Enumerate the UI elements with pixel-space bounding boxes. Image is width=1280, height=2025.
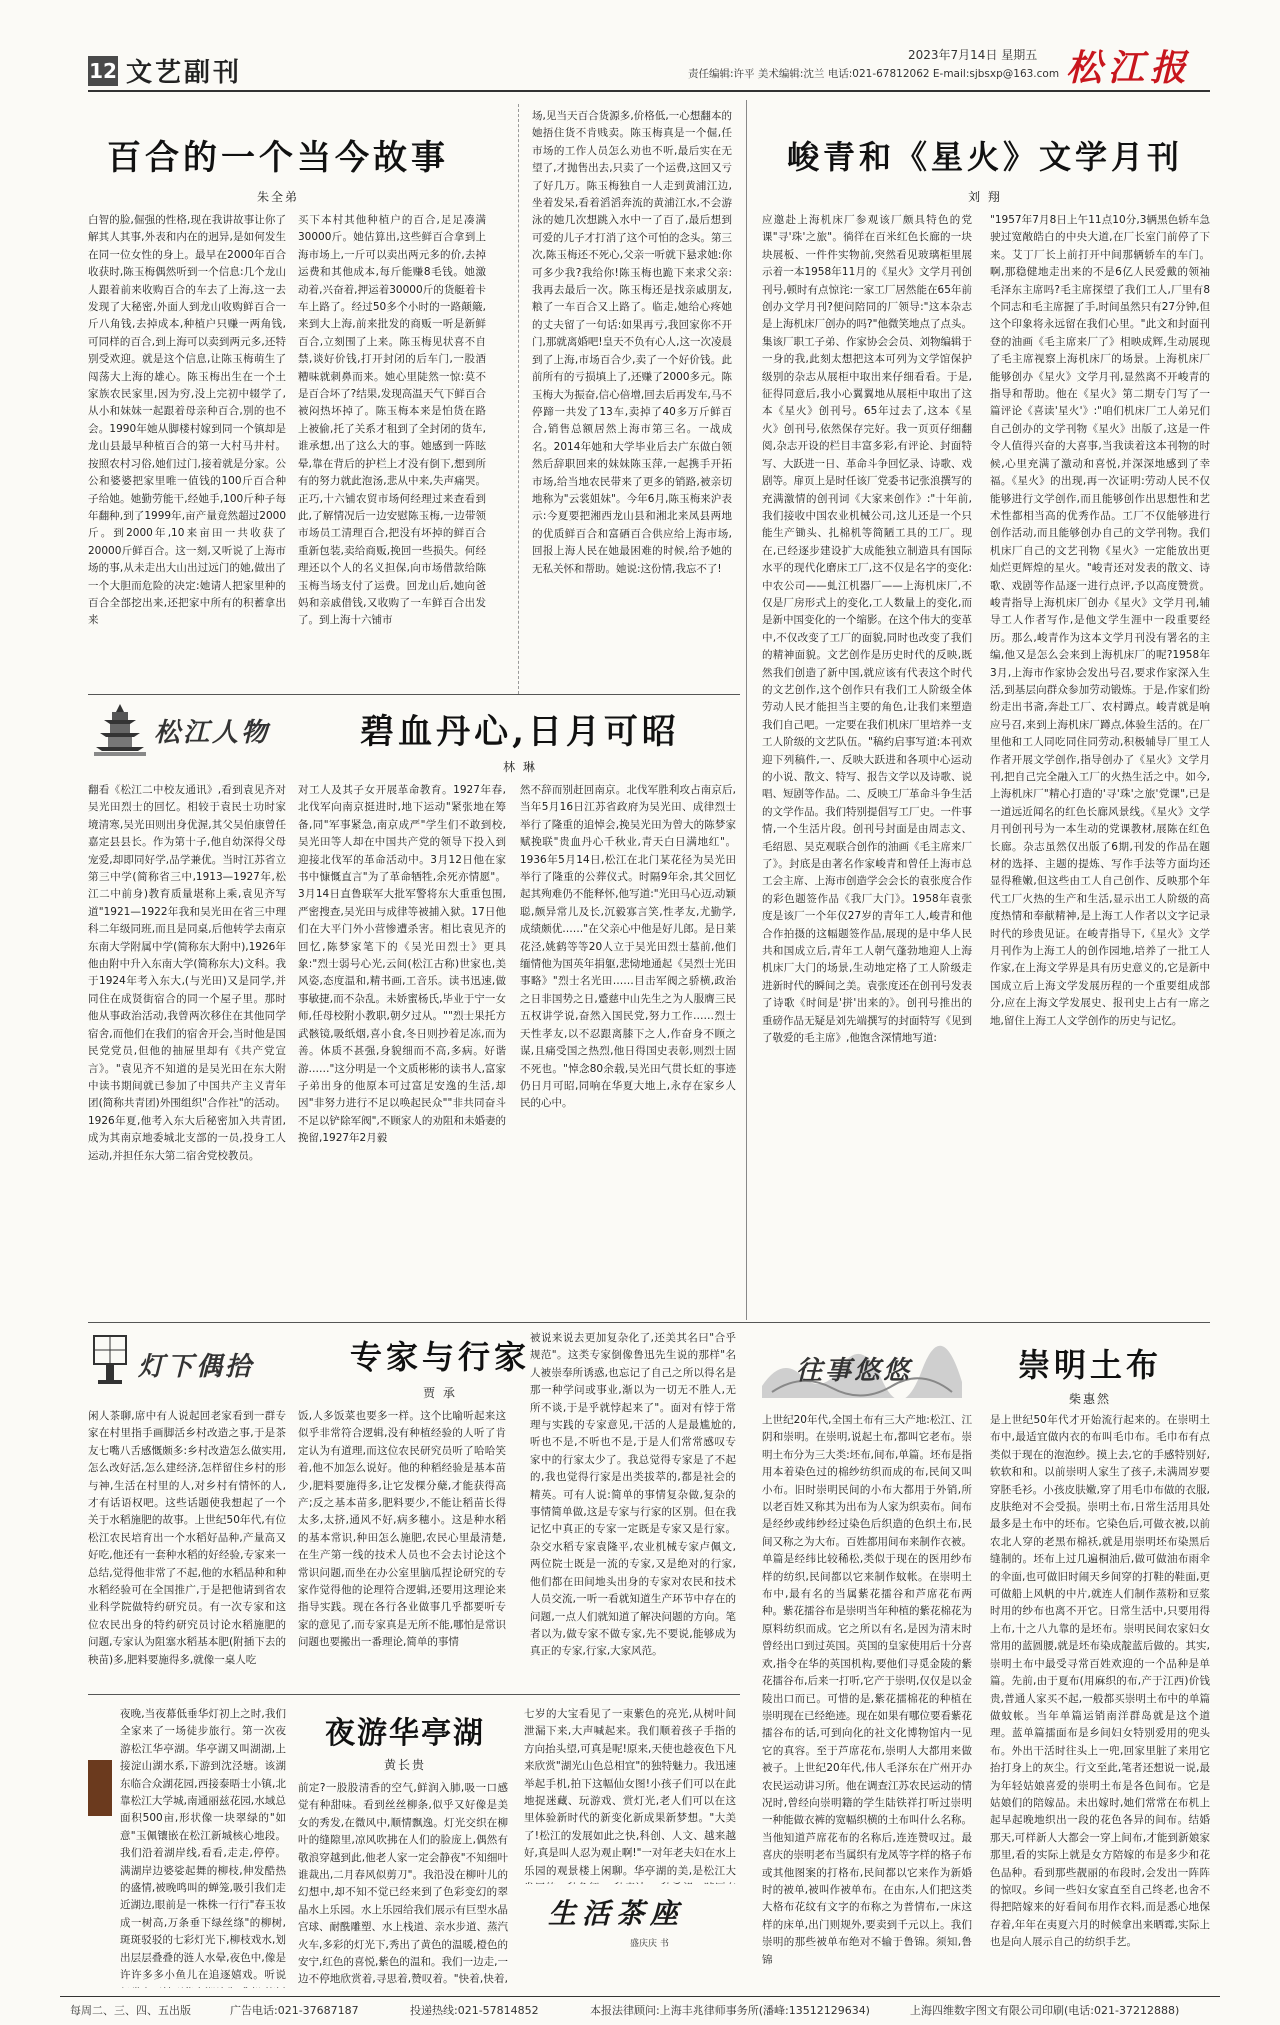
editors-line: 责任编辑:许平 美术编辑:沈兰 电话:021-67812062 E-mail:sjbsxp@163.com bbox=[688, 68, 1060, 80]
title-xinghuo: 峻青和《星火》文学月刊 bbox=[786, 138, 1183, 176]
text-zhuanjia-col1: 闲人茶聊,席中有人说起回老家看到一群专家在村里指手画脚活乡村改造之事,于是茶友七嘴八舌感慨颇多:乡村改造怎么做实用,怎么改好活,怎么建经济,怎样留住乡村的形与神,生活在村里的人,对乡村有情怀的人,才有话语权吧。这些话题使我想起了一个关于水稻施肥的故事。上世纪50年代,有位松江农民培育出一个水稻好品种,产量高又好吃,他还有一套种水稻的好经验,专家来一总结,觉得他非常了不起,他的水稻品种和种水稻经验可在全国推广,于是把他请到省农业科学院做特约研究员。有一次专家和这位农民出身的特约研究员讨论水稻施肥的问题,专家认为阻塞水稻基本肥(附插下去的秧苗)多,肥料要施得多,就像一桌人吃 bbox=[88, 1410, 286, 1666]
pagoda-icon bbox=[90, 700, 150, 760]
text-chongming-col2: 是上世纪50年代才开始流行起来的。在崇明土布中,最适宜做内衣的布叫毛巾布。毛巾布有点类似于现在的泡泡纱。摸上去,它的手感特别好,软软和和。以前崇明人家生了孩子,未满周岁要穿胚毛衫。小孩皮肤嫩,穿了用毛巾布做的衣服,皮肤绝对不会受损。崇明土布,日常生活用具处最多是土布中的坯布。它染色后,可做衣被,以前农北人穿的老黑布棉袄,就是用崇明坯布染黑后缝制的。坯布上过几遍桐油后,做可做油布雨伞的伞面,也可做旧时闹天乡间穿的打鞋的鞋面,更可做船上风帆的中片,就连人们制作蒸粉和豆浆时用的纱布也离不开它。日常生活中,只要用得上布,十之八九靠的是坯布。崇明民间农家妇女常用的蓝圆腰,就是坯布染成靛蓝后做的。其实,崇明土布中最受寻常百姓欢迎的一个品种是单篇。先前,由于夏布(用麻织的布,产于江西)价钱贵,普通人家买不起,一般都买崇明土布中的单篇做蚊帐。当年单篇运销南洋群岛就是这个道理。蓝单篇擂面布是乡间妇女特别爱用的兜头布。外出干活时往头上一兜,回家里脏了来用它抬打身上的灰尘。行文至此,笔者还想说一说,最为年轻姑娘喜爱的崇明土布是各色间布。它是姑娘们的陪嫁品。未出嫁时,她们常常在布机上起早起晚地织出一段的花色各异的间布。结婚那天,可样新人大都会一穿上间布,才能到新娘家那里,看的实际上就是女方陪嫁的布是多少和花色品种。看到那些靓丽的布段时,会发出一阵阵的惊叹。乡间一些妇女家直至自己终老,也舍不得把陪嫁来的好看间布用作衣料,而是悉心地保存着,年年在夷夏六月的时候拿出来晒霉,实际上也是向人展示自己的纺织手艺。 bbox=[990, 1414, 1210, 1949]
title-chongming: 崇明土布 bbox=[1017, 1346, 1162, 1384]
author-baihe: 朱全弟 bbox=[256, 190, 299, 204]
title-yeyou: 夜游华亭湖 bbox=[325, 1716, 485, 1751]
author-yeyou: 黄长贵 bbox=[383, 1758, 426, 1772]
text-xinghuo-col2: "1957年7月8日上午11点10分,3辆黑色轿车急驶过宽敞皓白的中央大道,在厂长室门前停了下来。艾丁厂长上前打开中间那辆轿车的车门。啊,那稳健地走出来的不是6亿人民爱戴的领袖毛泽东主席吗?毛主席探望了我们工人,厂里有8个同志和毛主席握了手,时间虽然只有27分钟,但这个印象将永远留在我们心里。"此文和封面刊登的油画《毛主席来厂了》相映成辉,生动展现了毛主席视察上海机床厂的场景。上海机床厂能够创办《星火》文学月刊,显然离不开峻青的指导和帮助。他在《星火》第二期专门写了一篇评论《喜读'星火'》:"咱们机床厂工人弟兄们自己创办的文学刊物《星火》出版了,这是一件令人值得兴奋的大喜事,当我读着这本刊物的时候,心里充满了激动和喜悦,并深深地感到了幸福。《星火》的出现,再一次证明:劳动人民不仅能够进行文学创作,而且能够创作出思想性和艺术性都相当高的优秀作品。工厂不仅能够进行创作活动,而且能够创办自己的文学刊物。我们机床厂自己的文艺刊物《星火》一定能放出更灿烂更辉煌的星火。"峻青还对发表的散文、诗歌、戏剧等作品逐一进行点评,予以高度赞赏。峻青指导上海机床厂创办《星火》文学月刊,辅导工人作者写作,是他文学生涯中一段重要经历。那么,峻青作为这本文学月刊没有署名的主编,他又是怎么会来到上海机床厂的呢?1958年3月,上海市作家协会发出号召,要求作家深入生活,到基层向群众参加劳动锻炼。于是,作家们纷纷走出书斋,奔赴工厂、农村蹲点。峻青就是响应号召,来到上海机床厂蹲点,体验生活的。在厂里他和工人同吃同住同劳动,积极辅导厂里工人作者开展文学创作,指导创办了《星火》文学月刊,把自己完全融入工厂的火热生活之中。如今,上海机床厂"精心打造的'寻'珠'之旅'党课",已是一道远近闻名的红色长廊风景线。《星火》文学月刊创刊号为一本生动的党课教材,展陈在红色长廊。杂志虽然仅出版了6期,刊发的作品在题材的选择、主题的提炼、写作手法等方面均还显得稚嫩,但这些由工人自己创作、反映那个年代工厂火热的生产和生活,显示出工人阶级的高度热情和奉献精神,是上海工人作者以文字记录时代的珍贵见证。在峻青指导下,《星火》文学月刊作为上海工人的创作园地,培养了一批工人作家,在上海文学界是具有历史意义的,它是新中国成立后上海文学发展历程的一个重要组成部分,应在上海文学发展史、报刊史上占有一席之地,留住上海工人文学创作的历史与记忆。 bbox=[990, 214, 1210, 1027]
column-logo-songjiang-renwu bbox=[90, 700, 280, 760]
title-zhuanjia: 专家与行家 bbox=[349, 1338, 530, 1376]
text-zhuanjia-col2: 饭,人多饭菜也要多一样。这个比喻听起来这似乎非常符合逻辑,没有种植经验的人听了肯定认为有道理,而这位农民研究员听了哈哈笑着,他不加怎么说好。他的种稻经验是基本苗少,肥料要施得多,让它发棵分蘖,才能获得高产;反之基本苗多,肥料要少,不能让稻苗长得太多,太挤,通风不好,病多穗小。这是种水稻的基本常识,种田怎么施肥,农民心里最清楚,在生产第一线的技术人员也不会去讨论这个常识问题,而坐在办公室里脑瓜捏论研究的专家作觉得他的论理符合逻辑,还要用这理论来指导实践。现在各行各业做事几乎都要听专家的意见了,而专家真是无所不能,哪怕是常识问题也要搬出一番理论,简单的事情 bbox=[298, 1410, 506, 1649]
title-bixue: 碧血丹心,日月可昭 bbox=[360, 712, 680, 752]
author-xinghuo: 刘 翔 bbox=[968, 190, 1002, 204]
text-xinghuo-col1: 应邀赴上海机床厂参观该厂颇具特色的党课"寻'珠'之旅"。徜徉在百米红色长廊的一块块展板、一件件实物前,突然看见玻璃柜里展示着一本1958年11月的《星火》文学月刊创刊号,顿时有点惊诧:一家工厂居然能在65年前创办文学月刊?便问陪同的厂领导:"这本杂志是上海机床厂创办的吗?"他微笑地点了点头。集该厂职工子弟、作家协会会员、刘物编辑于一身的我,此刻太想把这本可列为文学馆保护级别的杂志从展柜中取出来仔细看看。于是,征得同意后,我小心翼翼地从展柜中取出了这本《星火》创刊号。65年过去了,这本《星火》创刊号,依然保存完好。我一页页仔细翻阅,杂志开设的栏目丰富多彩,有评论、封面特写、大跃进一日、革命斗争回忆录、诗歌、戏剧等。扉页上是时任该厂党委书记张浪撰写的充满激情的创刊词《大家来创作》:"十年前,我们接收中国农业机械公司,这儿还是一个只能生产锄头、扎棉机等简陋工具的工厂。现在,已经逐步建设扩大成能独立制造具有国际水平的现代化磨床工厂,这不仅是名字的变化:中农公司——虬江机器厂——上海机床厂,不仅是厂房形式上的变化,工人数量上的变化,而是新中国变化的一个缩影。在这个伟大的变革中,不仅改变了工厂的面貌,同时也改变了我们的精神面貌。文艺创作是历史时代的反映,既然我们创造了新中国,就应该有代表这个时代的文艺创作,这个创作只有我们工人阶级全体劳动人民才能担当主要的角色,让我们来塑造我们自己吧。一定要在我们机床厂里培养一支工人阶级的文艺队伍。"稿约启事写道:本刊欢迎下列稿件,一、反映大跃进和各项中心运动的小说、散文、特写、报告文学以及诗歌、说唱、短剧等作品。二、反映工厂革命斗争生活的文学作品。我们特别提倡写工厂史。一件事情,一个生活片段。创刊号封面是由周志文、毛绍恩、吴克观联合创作的油画《毛主席来厂了》。封底是由著名作家峻青和曾任上海市总工会主席、上海市创造学会会长的袁张度合作的彩色题签作品《我厂大门》。1958年袁张度是该厂一个年仅27岁的青年工人,峻青和他合作拍摄的这幅题签作品,展现的是中华人民共和国成立后,青年工人朝气蓬勃地迎人上海机床厂大门的场景,生动地定格了工人阶级走进新时代的瞬间之美。袁张度还在创刊号发表了诗歌《时间是'拼'出来的》。创刊号推出的重磅作品无疑是刘先端撰写的封面特写《见到了敬爱的毛主席》,他饱含深情地写道: bbox=[762, 214, 972, 1045]
text-yeyou-col3: 七岁的大宝看见了一束紫色的亮光,从树叶间泄漏下来,大声喊起来。我们顺着孩子手指的方向抬头望,可真是呢!原来,天使也趁夜色下凡来欣赏"湖光山色总相宜"的独特魅力。我迅速举起手机,拍下这幅仙女图!小孩子们可以在此地捉迷藏、玩游戏、赏灯光,老人们可以在这里体验新时代的新变化新成果新梦想。"大美了!松江的发展如此之快,科创、人文、越来越好,真是叫人忍为观止啊!"一对年老夫妇在水上乐园的观景楼上闲聊。华亭湖的美,是松江大 bbox=[524, 1708, 736, 1877]
page-number: 12 bbox=[89, 59, 117, 83]
lamp-icon bbox=[90, 1332, 130, 1388]
brown-decor-block bbox=[88, 1760, 112, 1816]
author-chongming: 柴惠然 bbox=[1068, 1392, 1111, 1406]
footer-item-3: 投递热线:021-57814852 bbox=[410, 2004, 539, 2017]
text-baihe-col1: 白智的脸,倔强的性格,现在我讲故事让你了解其人其事,外表和内在的迥异,是如何发生在同一位女性的身上。最早在2000年百合收获时,陈玉梅偶然听到一个信息:几个龙山人跟着前来收购百合的车去了上海,这一去发现了大秘密,外面人到龙山收购鲜百合一斤八角钱,去掉成本,种植户只赚一两角钱,可同样的百合,到上海可以卖到两元多,还特别受欢迎。就是这个信息,让陈玉梅萌生了闯荡大上海的雄心。陈玉梅出生在一个土家族农民家里,因为穷,没上完初中辍学了,从小和妹妹一起跟着母亲种百合,别的也不会。1990年她从脚楼村嫁到同一个镇却是龙山县最早种植百合的第一大村马井村。按照农村习俗,她们过门,接着就是分家。公公和婆婆把家里唯一值钱的100斤百合种子给她。她勤劳能干,经她手,100斤种子每年翻种,到了1999年,亩产量竟然超过2000斤。到2000年,10来亩田一共收获了20000斤鲜百合。这一刻,又听说了上海市场的事,从未走出大山出过远门的她,做出了一个大胆而危险的决定:她请人把家里种的百合全部挖出来,还把家中所有的积蓄拿出来 bbox=[88, 214, 286, 627]
text-chongming-col1: 上世纪20年代,全国土布有三大产地:松江、江阴和崇明。在崇明,说起土布,都叫它老布。崇明土布分为三大类:坯布,间布,单篇。坯布是指用本着染色过的棉纱纺织而成的布,民间又叫小布。旧时崇明民间的小布大都用于外销,所以老百姓又称其为出布为人家为织卖布。间布是经纱或纬纱经过染色后织造的色织土布,民间又称之为大布。百姓都用间布来制作衣被。单篇是经纬比较稀松,类似于现在的医用纱布样的纺织,民间都以它来制作蚊帐。在崇明土布中,最有名的当属紫花擂谷和芦席花布两种。紫花擂谷布是崇明当年种植的紫花棉花为原料纺织而成。它之所以有名,是因为清末时曾经出口到过英国。英国的皇家使用后十分喜欢,指令在华的英国机构,要他们寻觅金陵的紫花擂谷布,后来一打听,它产于崇明,仅仅是以金陵出口而已。可惜的是,紫花擂棉花的种植在崇明现在已经绝迹。现在如果有哪位要看紫花擂谷布的话,可到向化的社文化博物馆内一见它的真容。至于芦席花布,崇明人大都用来做被子。上世纪20年代,伟人毛泽东在广州开办农民运动讲习所。他在调查江苏农民运动的情况时,曾经向崇明籍的学生陆铁祥打听过崇明一种能做衣裤的宽幅织横的土布叫什么名称。当他知道芦席花布的名称后,连连赞叹过。最喜庆的崇明老布当属织有龙凤等字样的格子布或其他图案的打格布,民间都以它来作为新婚时的被单,被叫作被单布。在由东,人们把这类大格布花纹有文字的布称之为普情布,一床这样的床单,出门则规外,要卖到千元以上。我们崇明的那些被单布绝对不输于鲁锦。须知,鲁锦 bbox=[762, 1414, 972, 1966]
text-bixue-col3: 然不辞而别赶回南京。北伐军胜利攻占南京后,当年5月16日江苏省政府为吴光田、成律烈士举行了隆重的追悼会,挽吴光田为曾大的陈梦家赋挽联"贵血丹心千秋业,青天白日满地红"。1936年5月14日,松江在北门某花径为吴光田举行了隆重的公葬仪式。时隔9年余,其父回忆起其殉难仍不能释怀,他写道:"光田马心迈,动颖聪,颇异常儿及长,沉毅寡言笑,性孝友,尤勤学,成绩颇优……"在父亲心中他是好儿郎。是日莱花泾,姚鹤等等20人立于吴光田烈士墓前,他们缅情他为国英年捐躯,悲恸地通起《吴烈士光田事略》"烈士名光田……目击军阀之骄横,政治之日非国势之日,蹙慈中山先生之为人服膺三民五权讲学说,奋然入国民党,努力工作……烈士天性孝友,以不忍跟离膝下之人,作奋身不顾之谋,且痛受国之热烈,他日得国史表彰,则烈士固不死也。"悼念80余载,吴光田气贯长虹的事迹仍日月可昭,同响在华夏大地上,永存在家乡人民的心中。 bbox=[520, 784, 736, 1110]
text-bixue-col2: 对工人及其子女开展革命教育。1927年春,北伐军向南京挺进时,地下运动"紧张地在筹备,同"军事紧急,南京成严"学生们不敢到校,吴光田等人却在中国共产党的领导下投入到迎接北伐军的革命活动中。3月12日他在家书中慷慨直言"为了革命牺牲,余死亦情愿"。3月14日直鲁联军大批军警将东大重重包围,严密搜查,吴光田与成律等被捕入狱。17日他们在大平门外小营惨遭杀害。相比袁见齐的回忆,陈梦家笔下的《吴光田烈士》更具象:"烈士弱号心光,云间(松江古称)世家也,美风姿,态度温和,精书画,工音乐。读书迅速,做事敏捷,而不杂乱。未娇蜜杨氏,毕业于宁一女师,任母校附小教职,朝夕过从。""烈士果托方武骸镜,吸纸烟,喜小食,冬日则抄着足冻,而为善。体质不甚强,身貌细而不高,多病。好谐游……"这分明是一个文质彬彬的读书人,富家子弟出身的他原本可过富足安逸的生活,却因"非努力进行不足以唤起民众""非共同奋斗不足以铲除军阀",不顾家人的劝阻和未婚妻的挽留,1927年2月毅 bbox=[298, 784, 506, 1145]
text-baihe-col2: 买下本村其他种植户的百合,足足凑满30000斤。她估算出,这些鲜百合拿到上海市场上,一斤可以卖出两元多的价,去掉运费和其他成本,每斤能赚8毛钱。她激动着,兴奋着,押运着30000斤的货艇着卡车上路了。经过50多个小时的一路颠簸,来到大上海,前来批发的商贩一听是新鲜百合,立刻围了上来。陈玉梅见状喜不自禁,谈好价钱,打开封闭的后车门,一股酒糟味就刺鼻而来。她心里陡然一惊:莫不是百合坏了?结果,发现高温天气下鲜百合被闷热坏掉了。陈玉梅本来是怕货在路上被偷,托了关系才租到了全封闭的货车,谁承想,出了这么大的事。她感到一阵眩晕,靠在背后的护栏上才没有倒下,想到所有的努力就此泡汤,悲从中来,失声痛哭。正巧,十六铺农贸市场何经理过来查看到此,了解情况后一边安慰陈玉梅,一边带领市场员工清理百合,把没有坏掉的鲜百合重新包装,卖给商贩,挽回一些损失。何经理还以个人的名义担保,向市场借款给陈玉梅当场支付了运费。回龙山后,她向爸妈和亲戚借钱,又收购了一车鲜百合出发了。到上海十六铺市 bbox=[298, 214, 486, 627]
column-title-wangshi: 往事悠悠 bbox=[796, 1356, 913, 1386]
date-line: 2023年7月14日 星期五 bbox=[908, 48, 1038, 62]
footer-item-2: 广告电话:021-37687187 bbox=[230, 2004, 359, 2017]
divider-v-baihe bbox=[518, 104, 519, 694]
author-zhuanjia: 贾 承 bbox=[423, 1386, 457, 1400]
column-title-dengxia: 灯下偶拾 bbox=[138, 1352, 255, 1382]
column-logo-dengxia bbox=[90, 1332, 290, 1392]
text-baihe-col3: 场,见当天百合货源多,价格低,一心想翻本的她捂住货不肯贱卖。陈玉梅真是一个倔,任市场的工作人员怎么劝也不听,最后实在无望了,才抛售出去,只卖了一个运费,这回又亏了好几万。陈玉梅独自一人走到黄浦江边,坐着发呆,看着滔滔奔流的黄浦江水,不会游泳的她几次想跳入水中一了百了,最后想到可爱的儿子才打消了这个可怕的念头。第三次,陈玉梅还不死心,父亲一听就下悬求她:你可多少我?我给你!陈玉梅也跪下来求父亲:我再去最后一次。陈玉梅还是找亲戚朋友,粮了一车百合又上路了。临走,她给心疼她的丈夫留了一句话:如果再亏,我回家你不开门,那就离婚吧!皇天不负有心人,这一次凌晨到了上海,市场百合少,卖了一个好价钱。此前所有的亏损填上了,还赚了2000多元。陈玉梅大为振奋,信心倍增,回去后再发车,马不停蹄一共发了13车,卖掉了40多万斤鲜百合,销售总额居然上海市第三名。一战成名。2014年她和大学毕业后去广东做白领然后辞职回来的妹妹陈玉萍,一起携手开拓市场,给当地农民带来了更多的销路,被亲切地称为"云裳姐妹"。今年6月,陈玉梅来沪表示:今夏要把湘西龙山县和湘北来凤县两地的优质鲜百合和富硒百合供应给上海市场,回报上海人民在她最困难的时候,给予她的无私关怀和帮助。她说:这份情,我忘不了! bbox=[532, 110, 732, 575]
section-title: 文艺副刊 bbox=[126, 58, 243, 88]
divider-v-right bbox=[746, 100, 747, 1320]
author-bixue: 林 琳 bbox=[503, 760, 537, 774]
text-zhuanjia-col3: 被说来说去更加复杂化了,还美其名曰"合乎规范"。这类专家倒像鲁迅先生说的那样"名人被崇奉所诱惑,也忘记了自己之所以得名是那一种学问或事业,渐以为一切无不胜人,无所不谈,于是乎就悖起来了"。面对有悖于常理与实践的专家意见,干活的人是最尴尬的,听也不是,不听也不是,于是人们常常感叹专家中的行家太少了。我总觉得专家是了不起的,我也觉得行家是出类拔萃的,都是社会的精英。可有人说:简单的事情复杂做,复杂的事情简单做,这是专家与行家的区别。但在我记忆中真正的专家一定既是专家又是行家。杂交水稻专家袁隆平,农业机械专家卢佩文,两位院士既是一流的专家,又是绝对的行家,他们都在田间地头出身的专家对农民和技术人员交流,一听一看就知道生产环节中存在的问题,一点人们就知道了解决问题的方向。笔者以为,做专家不做专家,先不要说,能够成为真正的专家,行家,大家风范。 bbox=[530, 1332, 736, 1658]
footer-item-1: 每周二、三、四、五出版 bbox=[70, 2004, 191, 2017]
header-rule bbox=[88, 90, 1210, 92]
column-title-songjiang-renwu: 松江人物 bbox=[154, 718, 271, 748]
text-yeyou-col1: 夜晚,当夜幕低垂华灯初上之时,我们全家来了一场徒步旅行。第一次夜游松江华亭湖。华亭湖又叫湖湖,上接淀山湖水系,下游到沈泾塘。该湖东临合众湖花园,西接泰晤士小镇,北靠松江大学城,南通丽兹花园,水域总面积500亩,形状像一块翠绿的"如意"玉佩镶嵌在松江新城核心地段。我们沿着湖岸线,看看,走走,停停。满湖岸边婆娑起舞的柳枝,伸发酷热的盛情,被晚鸣叫的蝉笼,吸引我们走近湖边,眼前是一株株一行行"春玉妆成一树高,万条垂下绿丝绦"的柳树,斑斑驳驳的七彩灯光下,柳枝戏水,划出层层叠叠的涟人水晕,夜色中,像是许许多多小鱼儿在追逐嬉戏。听说 bbox=[120, 1708, 286, 1982]
column-note-shenghuo: 盛庆庆 书 bbox=[630, 1939, 669, 1949]
column-title-shenghuo: 生活茶座 bbox=[548, 1897, 685, 1930]
text-bixue-col1: 翻看《松江二中校友通讯》,看到袁见齐对吴光田烈士的回忆。相较于袁民士功时家境清寒,吴光田则出身优渥,其父吴伯康曾任嘉定县县长。作为第十子,他自幼深得父母宠爱,却即同好学,品学兼优。当时江苏省立第三中学(简称省三中,1913—1927年,松江二中前身)教育质量堪称上乘,袁见齐写道"1921—1922年我和吴光田在省三中理科二年级同班,而且是同桌,后他转学去南京东南大学附属中学(简称东大附中),1926年他由附中升入东南大学(简称东大)文科。我于1924年考入东大,(与光田)又是同学,并同住在成贤街宿合的同一个屋子里。那时他从事政治活动,我曾两次移住在其他同学宿舍,而他们在我们的宿舍开会,当时他是国民党党员,但他的抽屉里却有《共产党宣言》。"袁见齐不知道的是吴光田在东大附中读书期间就已参加了中国共产主义青年团(简称共青团)外围组织"合作社"的活动。1926年夏,他考入东大后秘密加入共青团,成为其南京地委城北支部的一员,投身工人运动,并担任东大第二宿舍党校教员。 bbox=[88, 784, 286, 1162]
page-number-box bbox=[88, 56, 118, 86]
footer bbox=[60, 2002, 1220, 2020]
footer-rule bbox=[60, 1996, 1220, 1997]
divider-h-3 bbox=[88, 1694, 740, 1695]
footer-item-4: 本报法律顾问:上海丰兆律师事务所(潘峰:13512129634) bbox=[590, 2004, 870, 2017]
footer-item-5: 上海四维数字图文有限公司印刷(电话:021-37212888) bbox=[910, 2004, 1180, 2017]
text-yeyou-col2: 前定?一股股清香的空气,鲜润入肺,吸一口感觉有种甜味。看到丝丝柳条,似乎又好像是美女的秀发,在微风中,顺情飘逸。灯光交织在柳叶的缝隙里,凉风吹拂在人们的脸庞上,偶然有敬浪穿越到此,他老人家一定会静夜"不知细叶谁裁出,二月春风似剪刀"。我沿没在柳叶儿的幻想中,却不知不觉已经来到了色彩变幻的翠晶水上乐园。水上乐园给我们展示有巨型水晶宫球、耐酰雕塑、水上栈道、亲水步道、蒸汽火车,多彩的灯光下,秀出了黄色的温暖,橙色的安宁,红色的喜悦,紫色的温和。我们一边走,一边不停地欣赏着,寻思着,赞叹着。"快着,快着, bbox=[298, 1782, 508, 1986]
masthead: 松江报 bbox=[1066, 47, 1193, 89]
divider-h-2 bbox=[88, 1322, 1210, 1323]
divider-h-1 bbox=[88, 694, 740, 695]
column-logo-wangshi bbox=[762, 1336, 962, 1398]
title-baihe: 百合的一个当今故事 bbox=[107, 138, 449, 178]
